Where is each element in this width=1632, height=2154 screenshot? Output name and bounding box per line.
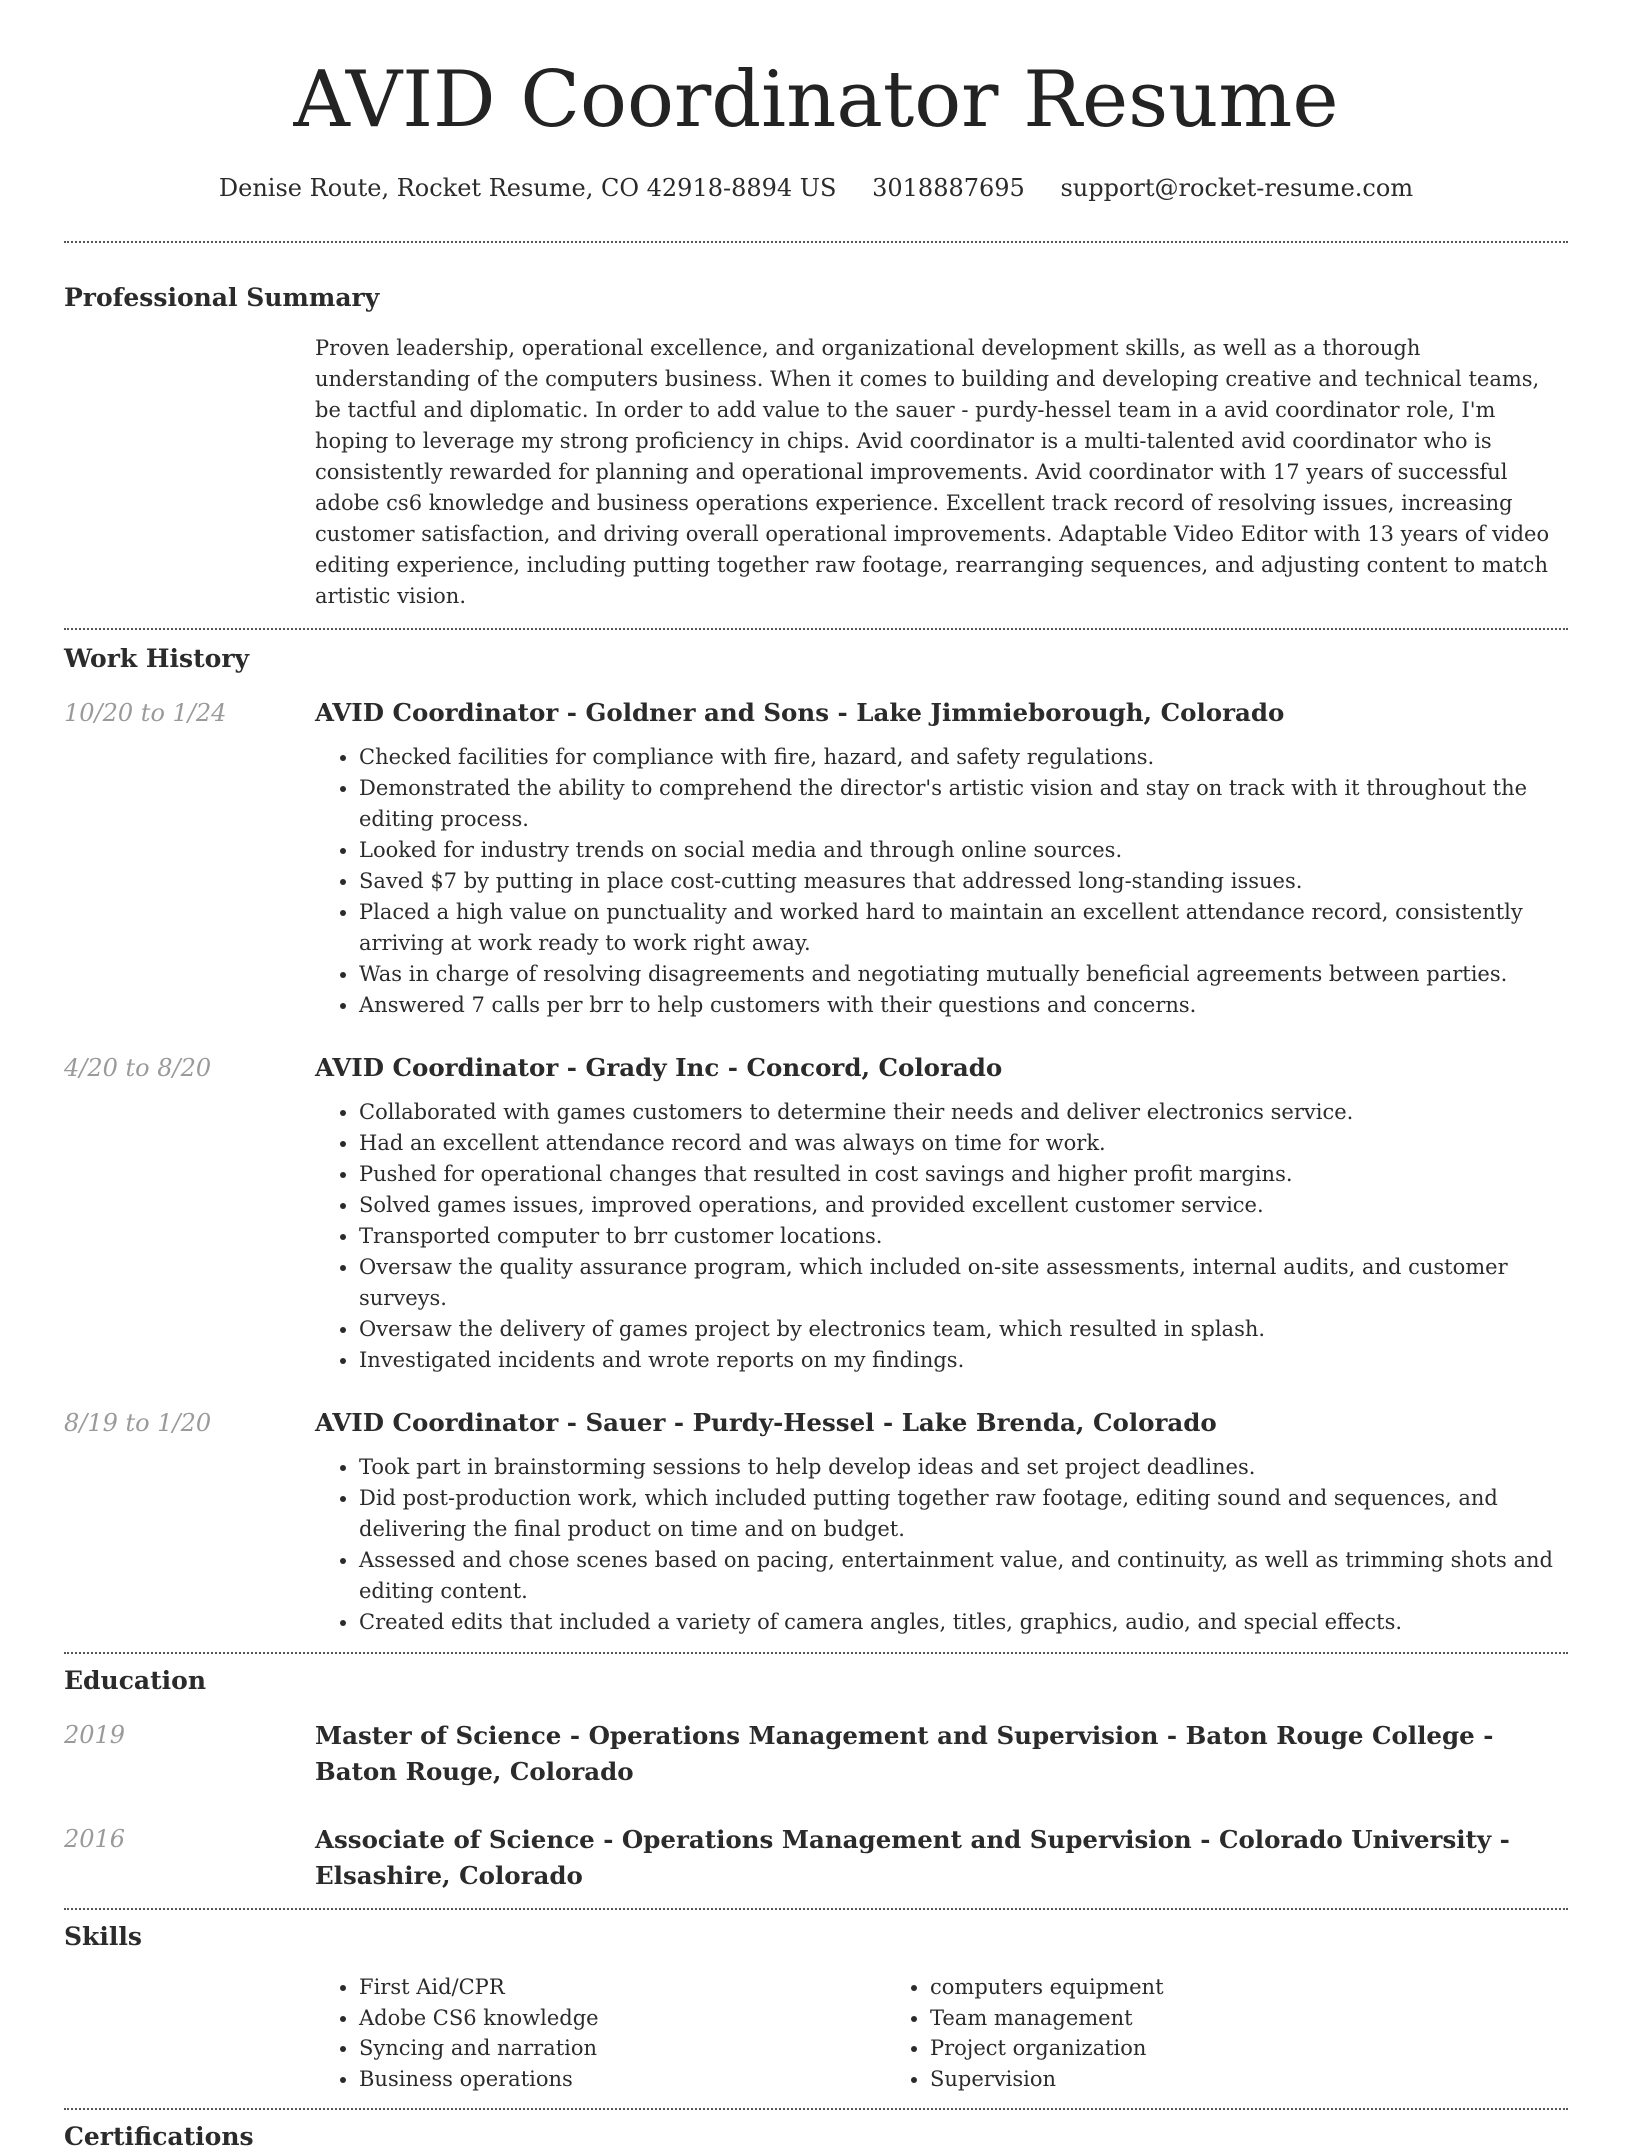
job-entry bbox=[64, 696, 1568, 1021]
skill-item: • computers equipment bbox=[930, 1972, 1457, 2003]
skill-item: • Business operations bbox=[359, 2064, 886, 2095]
education-entry bbox=[64, 1822, 1568, 1894]
skill-item: • Syncing and narration bbox=[359, 2033, 886, 2064]
job-bullet: • Answered 7 calls per brr to help customers with their questions and concerns. bbox=[359, 990, 1568, 1021]
resume-header bbox=[64, 0, 1568, 204]
skill-item: • Project organization bbox=[930, 2033, 1457, 2064]
education-year: 2016 bbox=[64, 1825, 126, 1853]
summary-row bbox=[64, 333, 1568, 612]
divider bbox=[64, 241, 1568, 243]
job-bullet: • Investigated incidents and wrote reports on my findings. bbox=[359, 1345, 1568, 1376]
skills-column-2 bbox=[886, 1972, 1457, 2094]
contact-address: Denise Route, Rocket Resume, CO 42918-8894 US bbox=[218, 174, 837, 202]
job-bullet: • Transported computer to brr customer locations. bbox=[359, 1221, 1568, 1252]
education-details bbox=[315, 1822, 1568, 1894]
education-details bbox=[315, 1718, 1568, 1790]
resume-title: AVID Coordinator Resume bbox=[293, 55, 1339, 145]
education-title: Associate of Science - Operations Management and Supervision - Colorado University - Elsashire, Colorado bbox=[315, 1825, 1510, 1890]
job-bullets bbox=[315, 1452, 1568, 1638]
job-title: AVID Coordinator - Grady Inc - Concord, Colorado bbox=[315, 1053, 1003, 1082]
skills-row bbox=[64, 1972, 1568, 2094]
job-title: AVID Coordinator - Sauer - Purdy-Hessel - Lake Brenda, Colorado bbox=[315, 1408, 1217, 1437]
divider bbox=[64, 628, 1568, 630]
skill-item: • Team management bbox=[930, 2003, 1457, 2034]
skills-grid bbox=[315, 1972, 1568, 2094]
job-dates: 8/19 to 1/20 bbox=[64, 1409, 212, 1437]
section-title-skills: Skills bbox=[64, 1922, 142, 1951]
job-bullet: • Was in charge of resolving disagreements and negotiating mutually beneficial agreements between parties. bbox=[359, 959, 1568, 990]
job-bullet: • Oversaw the delivery of games project by electronics team, which resulted in splash. bbox=[359, 1314, 1568, 1345]
skill-item: • Adobe CS6 knowledge bbox=[359, 2003, 886, 2034]
section-title-education: Education bbox=[64, 1666, 207, 1695]
job-bullets bbox=[315, 742, 1568, 1021]
contact-phone: 3018887695 bbox=[872, 174, 1025, 202]
job-details bbox=[315, 1406, 1568, 1638]
skill-item: • First Aid/CPR bbox=[359, 1972, 886, 2003]
summary-content bbox=[315, 333, 1568, 612]
contact-email: support@rocket-resume.com bbox=[1060, 174, 1414, 202]
divider bbox=[64, 2108, 1568, 2110]
education-title: Master of Science - Operations Management and Supervision - Baton Rouge College - Baton Rouge, Colorado bbox=[315, 1721, 1494, 1786]
job-bullet: • Placed a high value on punctuality and worked hard to maintain an excellent attendance record, consistently arriving at work ready to work right away. bbox=[359, 897, 1568, 959]
job-bullet: • Pushed for operational changes that resulted in cost savings and higher profit margins. bbox=[359, 1159, 1568, 1190]
job-bullets bbox=[315, 1097, 1568, 1376]
job-bullet: • Checked facilities for compliance with fire, hazard, and safety regulations. bbox=[359, 742, 1568, 773]
job-bullet: • Did post-production work, which included putting together raw footage, editing sound and sequences, and delivering the final product on time and on budget. bbox=[359, 1483, 1568, 1545]
job-bullet: • Demonstrated the ability to comprehend the director's artistic vision and stay on track with it throughout the editing process. bbox=[359, 773, 1568, 835]
education-year: 2019 bbox=[64, 1721, 126, 1749]
job-bullet: • Solved games issues, improved operations, and provided excellent customer service. bbox=[359, 1190, 1568, 1221]
job-bullet: • Oversaw the quality assurance program, which included on-site assessments, internal audits, and customer surveys. bbox=[359, 1252, 1568, 1314]
job-bullet: • Saved $7 by putting in place cost-cutting measures that addressed long-standing issues. bbox=[359, 866, 1568, 897]
job-bullet: • Assessed and chose scenes based on pacing, entertainment value, and continuity, as well as trimming shots and editing content. bbox=[359, 1545, 1568, 1607]
job-bullet: • Created edits that included a variety of camera angles, titles, graphics, audio, and special effects. bbox=[359, 1607, 1568, 1638]
section-title-work: Work History bbox=[64, 644, 250, 673]
summary-text: Proven leadership, operational excellence, and organizational development skills, as well as a thorough understanding of the computers business. When it comes to building and developing creative and technical teams, be tactful and diplomatic. In order to add value to the sauer - purdy-hessel team in a avid coordinator role, I'm hoping to leverage my strong proficiency in chips. Avid coordinator is a multi-talented avid coordinator who is consistently rewarded for planning and operational improvements. Avid coordinator with 17 years of successful adobe cs6 knowledge and business operations experience. Excellent track record of resolving issues, increasing customer satisfaction, and driving overall operational improvements. Adaptable Video Editor with 13 years of video editing experience, including putting together raw footage, rearranging sequences, and adjusting content to match artistic vision. bbox=[315, 336, 1550, 608]
job-bullet: • Looked for industry trends on social media and through online sources. bbox=[359, 835, 1568, 866]
education-entry bbox=[64, 1718, 1568, 1790]
job-details bbox=[315, 696, 1568, 1021]
skill-item: • Supervision bbox=[930, 2064, 1457, 2095]
job-dates: 10/20 to 1/24 bbox=[64, 699, 227, 727]
job-details bbox=[315, 1051, 1568, 1376]
job-bullet: • Had an excellent attendance record and was always on time for work. bbox=[359, 1128, 1568, 1159]
job-entry bbox=[64, 1051, 1568, 1376]
divider bbox=[64, 1908, 1568, 1910]
job-entry bbox=[64, 1406, 1568, 1638]
job-title: AVID Coordinator - Goldner and Sons - Lake Jimmieborough, Colorado bbox=[315, 698, 1285, 727]
skills-column-1 bbox=[315, 1972, 886, 2094]
divider bbox=[64, 1652, 1568, 1654]
job-dates: 4/20 to 8/20 bbox=[64, 1054, 212, 1082]
section-title-certifications: Certifications bbox=[64, 2122, 254, 2151]
job-bullet: • Collaborated with games customers to determine their needs and deliver electronics service. bbox=[359, 1097, 1568, 1128]
contact-line bbox=[64, 172, 1568, 204]
job-bullet: • Took part in brainstorming sessions to help develop ideas and set project deadlines. bbox=[359, 1452, 1568, 1483]
section-title-summary: Professional Summary bbox=[64, 283, 380, 312]
